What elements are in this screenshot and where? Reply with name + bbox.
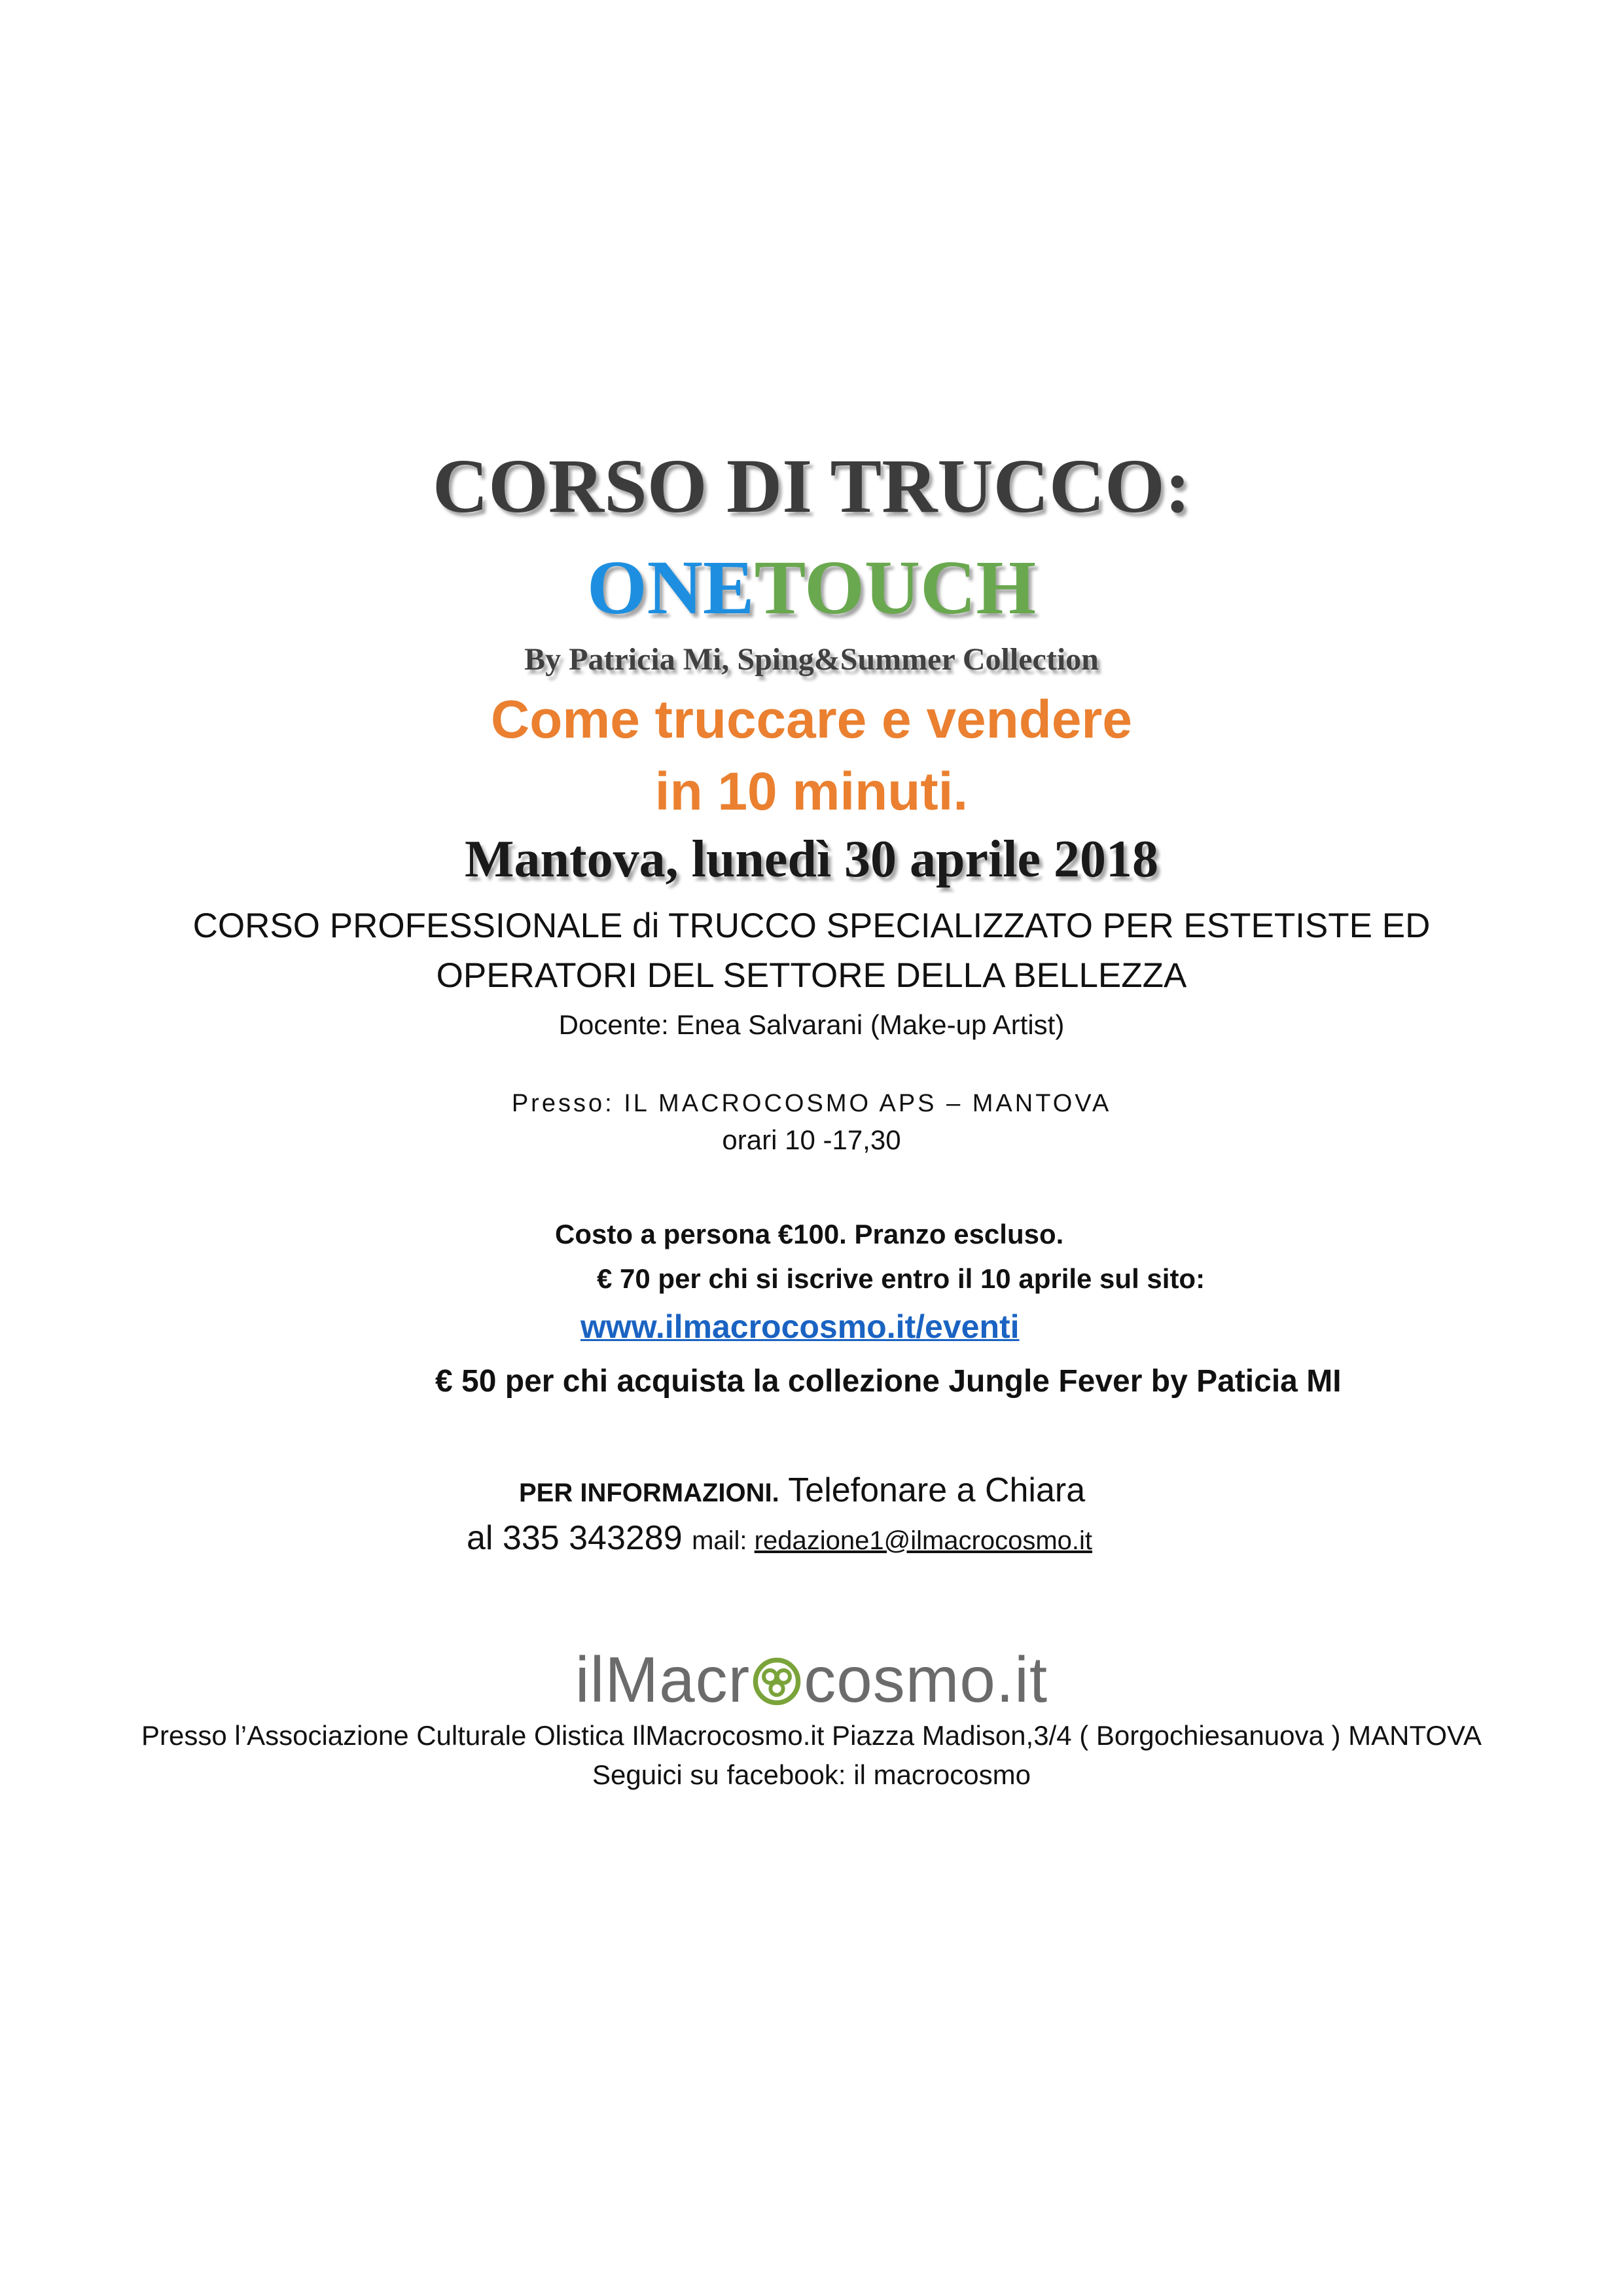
brand-touch: TOUCH xyxy=(754,545,1037,630)
website-link[interactable]: www.ilmacrocosmo.it/eventi xyxy=(580,1308,1020,1345)
phone-number: al 335 343289 xyxy=(467,1519,692,1557)
slogan-line-1: Come truccare e vendere xyxy=(491,690,1132,749)
mail-label: mail: xyxy=(692,1526,755,1555)
page-title: CORSO DI TRUCCO: xyxy=(432,443,1191,529)
brand-one: ONE xyxy=(586,545,755,630)
hours: orari 10 -17,30 xyxy=(722,1124,901,1155)
place-date: Mantova, lunedì 30 aprile 2018 xyxy=(464,831,1159,888)
email-link[interactable]: redazione1@ilmacrocosmo.it xyxy=(754,1526,1093,1555)
logo-text-end: cosmo.it xyxy=(804,1643,1048,1715)
macrocosmo-logo xyxy=(0,1643,1623,1717)
slogan-line-2: in 10 minuti. xyxy=(654,762,969,821)
info-line-1 xyxy=(519,1471,1085,1510)
early-bird-price: € 70 per chi si iscrive entro il 10 aprile sul sito: xyxy=(597,1263,1205,1294)
brand-name xyxy=(0,543,1623,632)
info-label: PER INFORMAZIONI. xyxy=(519,1479,779,1507)
byline: By Patricia Mi, Sping&Summer Collection xyxy=(524,642,1099,677)
call-text: Telefonare a Chiara xyxy=(779,1471,1086,1509)
teacher: Docente: Enea Salvarani (Make-up Artist) xyxy=(558,1009,1065,1040)
jungle-fever-price: € 50 per chi acquista la collezione Jungle Fever by Paticia MI xyxy=(435,1364,1342,1399)
course-description-line-2: OPERATORI DEL SETTORE DELLA BELLEZZA xyxy=(436,956,1187,995)
cost: Costo a persona €100. Pranzo escluso. xyxy=(555,1219,1064,1249)
info-line-2 xyxy=(467,1518,1092,1558)
course-description-line-1: CORSO PROFESSIONALE di TRUCCO SPECIALIZZATO PER ESTETISTE ED xyxy=(192,906,1431,945)
footer-facebook: Seguici su facebook: il macrocosmo xyxy=(592,1759,1031,1790)
venue: Presso: IL MACROCOSMO APS – MANTOVA xyxy=(511,1090,1112,1117)
logo-text-start: ilMacr xyxy=(575,1643,751,1715)
spiral-logo-icon xyxy=(753,1657,801,1706)
footer-address: Presso l’Associazione Culturale Olistica IlMacrocosmo.it Piazza Madison,3/4 ( Borgochiesanuova ) MANTOVA xyxy=(141,1720,1482,1751)
